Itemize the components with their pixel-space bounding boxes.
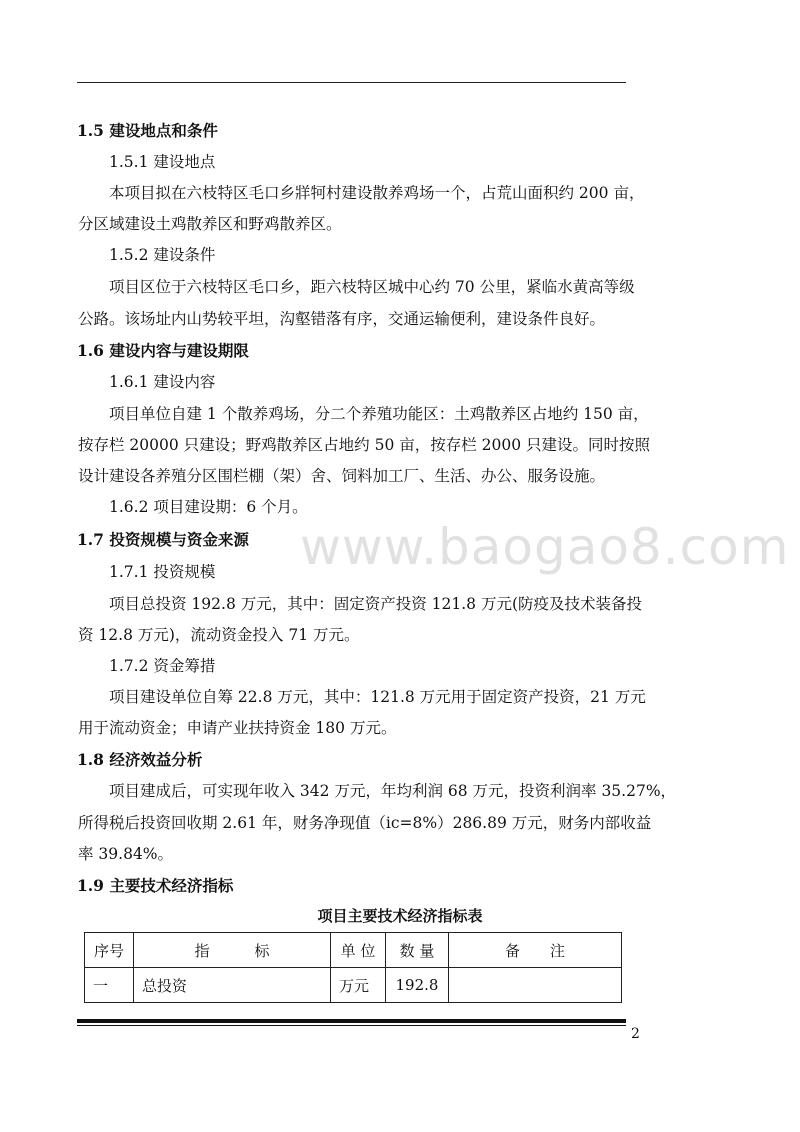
paragraph-line: 项目建成后，可实现年收入 342 万元，年均利润 68 万元，投资利润率 35.27%， (109, 782, 677, 800)
watermark: www.baogao8.com (300, 518, 790, 576)
cell-remark (449, 968, 622, 1003)
footer-rule (77, 1019, 626, 1023)
cell-index: 一 (85, 968, 134, 1003)
subsection-heading: 1.7.1 投资规模 (109, 563, 216, 581)
paragraph-line: 分区域建设土鸡散养区和野鸡散养区。 (78, 215, 342, 233)
subsection-heading: 1.6.1 建设内容 (109, 373, 216, 391)
col-header-quantity: 数 量 (386, 933, 449, 968)
paragraph-line: 率 39.84%。 (78, 845, 174, 863)
paragraph-line: 项目区位于六枝特区毛口乡，距六枝特区城中心约 70 公里，紧临水黄高等级 (109, 278, 635, 296)
footer-rule-thin (77, 1025, 626, 1026)
page-number: 2 (631, 1026, 640, 1042)
table-row (85, 968, 622, 1003)
paragraph-line: 设计建设各养殖分区围栏棚（架）舍、饲料加工厂、生活、办公、服务设施。 (78, 467, 606, 485)
section-heading: 1.7 投资规模与资金来源 (77, 530, 249, 549)
paragraph-line: 所得税后投资回收期 2.61 年，财务净现值（ic=8%）286.89 万元，财务内部收益 (78, 814, 652, 832)
section-heading: 1.8 经济效益分析 (77, 750, 203, 769)
paragraph-line: 用于流动资金；申请产业扶持资金 180 万元。 (78, 719, 397, 737)
table-header-row (85, 933, 622, 968)
subsection-heading: 1.5.2 建设条件 (109, 246, 216, 264)
header-rule (77, 82, 626, 83)
col-header-indicator: 指 标 (134, 933, 331, 968)
section-heading: 1.5 建设地点和条件 (77, 121, 218, 140)
kpi-table (84, 932, 622, 1003)
col-header-index: 序号 (85, 933, 134, 968)
subsection-heading: 1.5.1 建设地点 (109, 153, 216, 171)
section-heading: 1.6 建设内容与建设期限 (77, 341, 249, 360)
cell-unit: 万元 (331, 968, 386, 1003)
paragraph-line: 项目单位自建 1 个散养鸡场，分二个养殖功能区：土鸡散养区占地约 150 亩， (109, 405, 649, 423)
col-header-unit: 单 位 (331, 933, 386, 968)
subsection-heading: 1.7.2 资金筹措 (109, 657, 216, 675)
paragraph-line: 项目总投资 192.8 万元，其中：固定资产投资 121.8 万元(防疫及技术装备投 (109, 595, 643, 613)
subsection-heading: 1.6.2 项目建设期：6 个月。 (109, 498, 308, 516)
paragraph-line: 按存栏 20000 只建设；野鸡散养区占地约 50 亩，按存栏 2000 只建设。同时按照 (78, 436, 651, 454)
section-heading: 1.9 主要技术经济指标 (77, 876, 234, 895)
col-header-remark: 备 注 (449, 933, 622, 968)
cell-indicator: 总投资 (134, 968, 331, 1003)
cell-quantity: 192.8 (386, 968, 449, 1003)
table-title: 项目主要技术经济指标表 (317, 907, 483, 925)
paragraph-line: 项目建设单位自筹 22.8 万元，其中：121.8 万元用于固定资产投资，21 万元 (109, 688, 646, 706)
paragraph-line: 资 12.8 万元)，流动资金投入 71 万元。 (78, 626, 360, 644)
paragraph-line: 本项目拟在六枝特区毛口乡牂牱村建设散养鸡场一个，占荒山面积约 200 亩， (109, 184, 645, 202)
paragraph-line: 公路。该场址内山势较平坦，沟壑错落有序，交通运输便利，建设条件良好。 (78, 310, 606, 328)
